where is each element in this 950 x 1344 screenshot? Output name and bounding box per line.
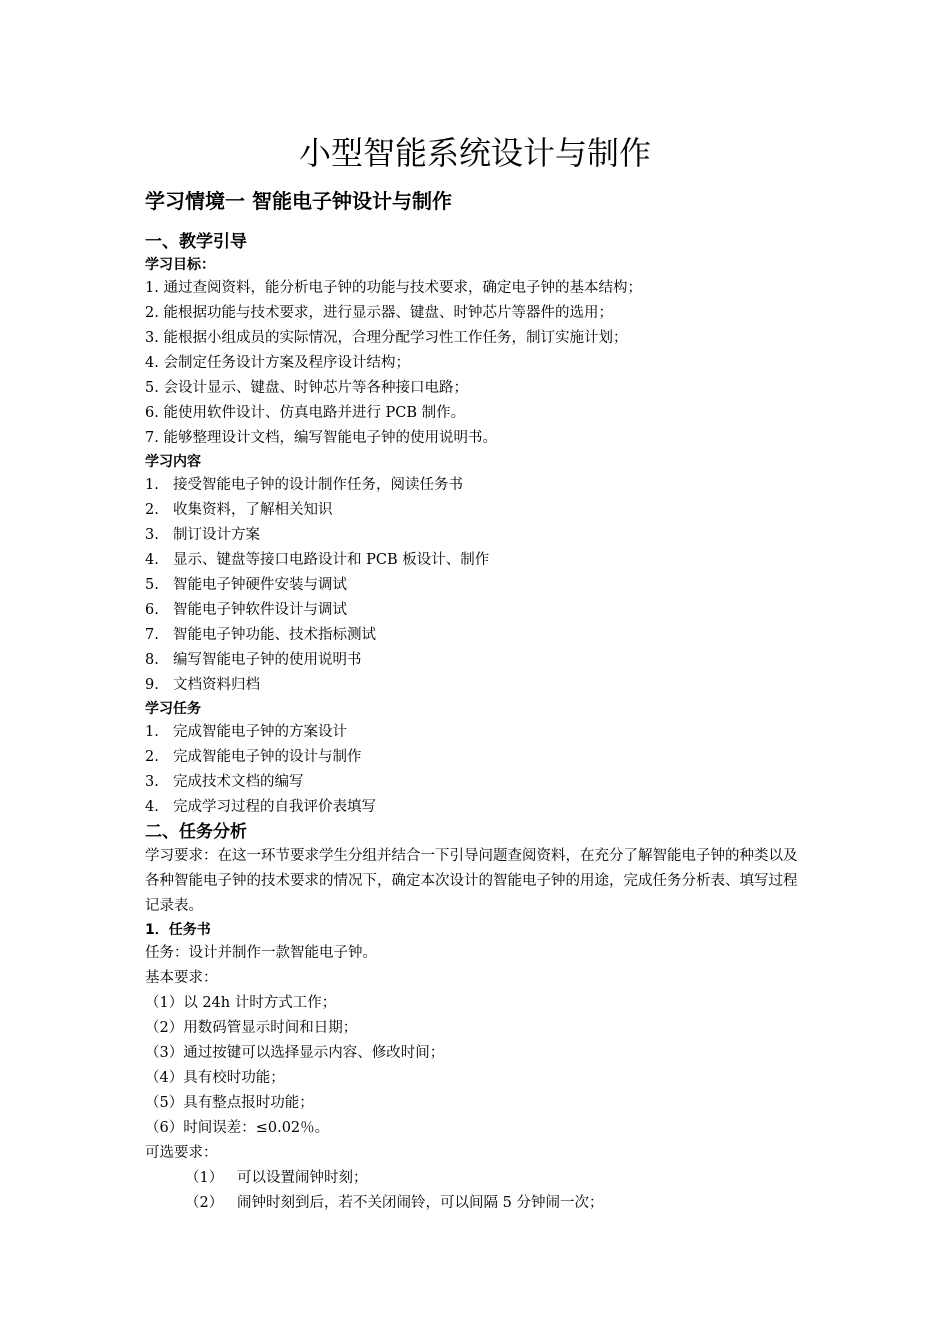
goal-item: 7. 能够整理设计文档，编写智能电子钟的使用说明书。 bbox=[145, 430, 497, 446]
list-item bbox=[145, 648, 825, 673]
taskbook-heading: 1．任务书 bbox=[145, 922, 211, 938]
list-number: 4. bbox=[145, 552, 159, 568]
list-text: 接受智能电子钟的设计制作任务，阅读任务书 bbox=[173, 477, 463, 493]
list-item bbox=[145, 673, 825, 698]
goal-item: 4. 会制定任务设计方案及程序设计结构； bbox=[145, 355, 410, 371]
list-item bbox=[145, 598, 825, 623]
optional-requirements-list bbox=[145, 1166, 825, 1216]
list-text: 智能电子钟硬件安装与调试 bbox=[173, 577, 347, 593]
requirement-paragraph: 学习要求：在这一环节要求学生分组并结合一下引导问题查阅资料，在充分了解智能电子钟的种类以及各种智能电子钟的技术要求的情况下，确定本次设计的智能电子钟的用途，完成任务分析表、填写过程记录表。 bbox=[145, 848, 798, 914]
list-text: 完成智能电子钟的设计与制作 bbox=[173, 749, 362, 765]
tasks-list bbox=[145, 720, 825, 820]
list-number: 8. bbox=[145, 652, 159, 668]
document-title: 小型智能系统设计与制作 bbox=[298, 134, 651, 172]
list-text: 完成智能电子钟的方案设计 bbox=[173, 724, 347, 740]
content-list bbox=[145, 473, 825, 698]
list-number: 2. bbox=[145, 749, 159, 765]
task-statement: 任务：设计并制作一款智能电子钟。 bbox=[145, 945, 377, 961]
requirement-item: （1）以 24h 计时方式工作； bbox=[145, 995, 337, 1011]
requirement-item: （4）具有校时功能； bbox=[145, 1070, 285, 1086]
list-text: 收集资料，了解相关知识 bbox=[173, 502, 333, 518]
list-text: 闹钟时刻到后，若不关闭闹铃，可以间隔 5 分钟闹一次； bbox=[237, 1195, 604, 1211]
document-body bbox=[145, 128, 825, 1216]
goals-list bbox=[145, 276, 825, 451]
list-number: 4. bbox=[145, 799, 159, 815]
list-text: 显示、键盘等接口电路设计和 PCB 板设计、制作 bbox=[173, 552, 490, 568]
list-number: （2） bbox=[185, 1195, 224, 1211]
list-item bbox=[145, 623, 825, 648]
list-item bbox=[145, 548, 825, 573]
list-number: （1） bbox=[185, 1170, 224, 1186]
requirement-item bbox=[185, 1191, 825, 1216]
list-number: 7. bbox=[145, 627, 159, 643]
list-text: 完成学习过程的自我评价表填写 bbox=[173, 799, 376, 815]
list-number: 3. bbox=[145, 527, 159, 543]
goal-item: 6. 能使用软件设计、仿真电路并进行 PCB 制作。 bbox=[145, 405, 466, 421]
goal-item: 5. 会设计显示、键盘、时钟芯片等各种接口电路； bbox=[145, 380, 468, 396]
list-text: 智能电子钟软件设计与调试 bbox=[173, 602, 347, 618]
list-text: 完成技术文档的编写 bbox=[173, 774, 304, 790]
goal-item: 1. 通过查阅资料，能分析电子钟的功能与技术要求，确定电子钟的基本结构； bbox=[145, 280, 642, 296]
goal-item: 2. 能根据功能与技术要求，进行显示器、键盘、时钟芯片等器件的选用； bbox=[145, 305, 613, 321]
list-number: 1. bbox=[145, 477, 159, 493]
list-number: 9. bbox=[145, 677, 159, 693]
section-2-heading: 二、任务分析 bbox=[145, 822, 247, 842]
list-item bbox=[145, 523, 825, 548]
basic-requirements-label: 基本要求： bbox=[145, 970, 218, 986]
requirement-item bbox=[185, 1166, 825, 1191]
list-item bbox=[145, 573, 825, 598]
basic-requirements-list bbox=[145, 991, 825, 1141]
list-text: 文档资料归档 bbox=[173, 677, 260, 693]
list-item bbox=[145, 745, 825, 770]
list-item bbox=[145, 498, 825, 523]
requirement-item: （5）具有整点报时功能； bbox=[145, 1095, 314, 1111]
list-number: 2. bbox=[145, 502, 159, 518]
list-text: 可以设置闹钟时刻； bbox=[237, 1170, 368, 1186]
requirement-item: （6）时间误差：≤0.02％。 bbox=[145, 1120, 330, 1136]
list-number: 1. bbox=[145, 724, 159, 740]
list-text: 制订设计方案 bbox=[173, 527, 260, 543]
list-item bbox=[145, 770, 825, 795]
list-number: 3. bbox=[145, 774, 159, 790]
list-item bbox=[145, 795, 825, 820]
list-number: 5. bbox=[145, 577, 159, 593]
list-number: 6. bbox=[145, 602, 159, 618]
optional-requirements-label: 可选要求： bbox=[145, 1145, 218, 1161]
goal-item: 3. 能根据小组成员的实际情况，合理分配学习性工作任务，制订实施计划； bbox=[145, 330, 628, 346]
list-item bbox=[145, 473, 825, 498]
requirement-item: （3）通过按键可以选择显示内容、修改时间； bbox=[145, 1045, 445, 1061]
goals-label: 学习目标： bbox=[145, 257, 215, 273]
situation-heading: 学习情境一 智能电子钟设计与制作 bbox=[145, 189, 452, 213]
list-text: 编写智能电子钟的使用说明书 bbox=[173, 652, 362, 668]
list-item bbox=[145, 720, 825, 745]
section-1-heading: 一、教学引导 bbox=[145, 232, 247, 252]
content-label: 学习内容 bbox=[145, 454, 201, 470]
list-text: 智能电子钟功能、技术指标测试 bbox=[173, 627, 376, 643]
tasks-label: 学习任务 bbox=[145, 701, 201, 717]
requirement-item: （2）用数码管显示时间和日期； bbox=[145, 1020, 358, 1036]
